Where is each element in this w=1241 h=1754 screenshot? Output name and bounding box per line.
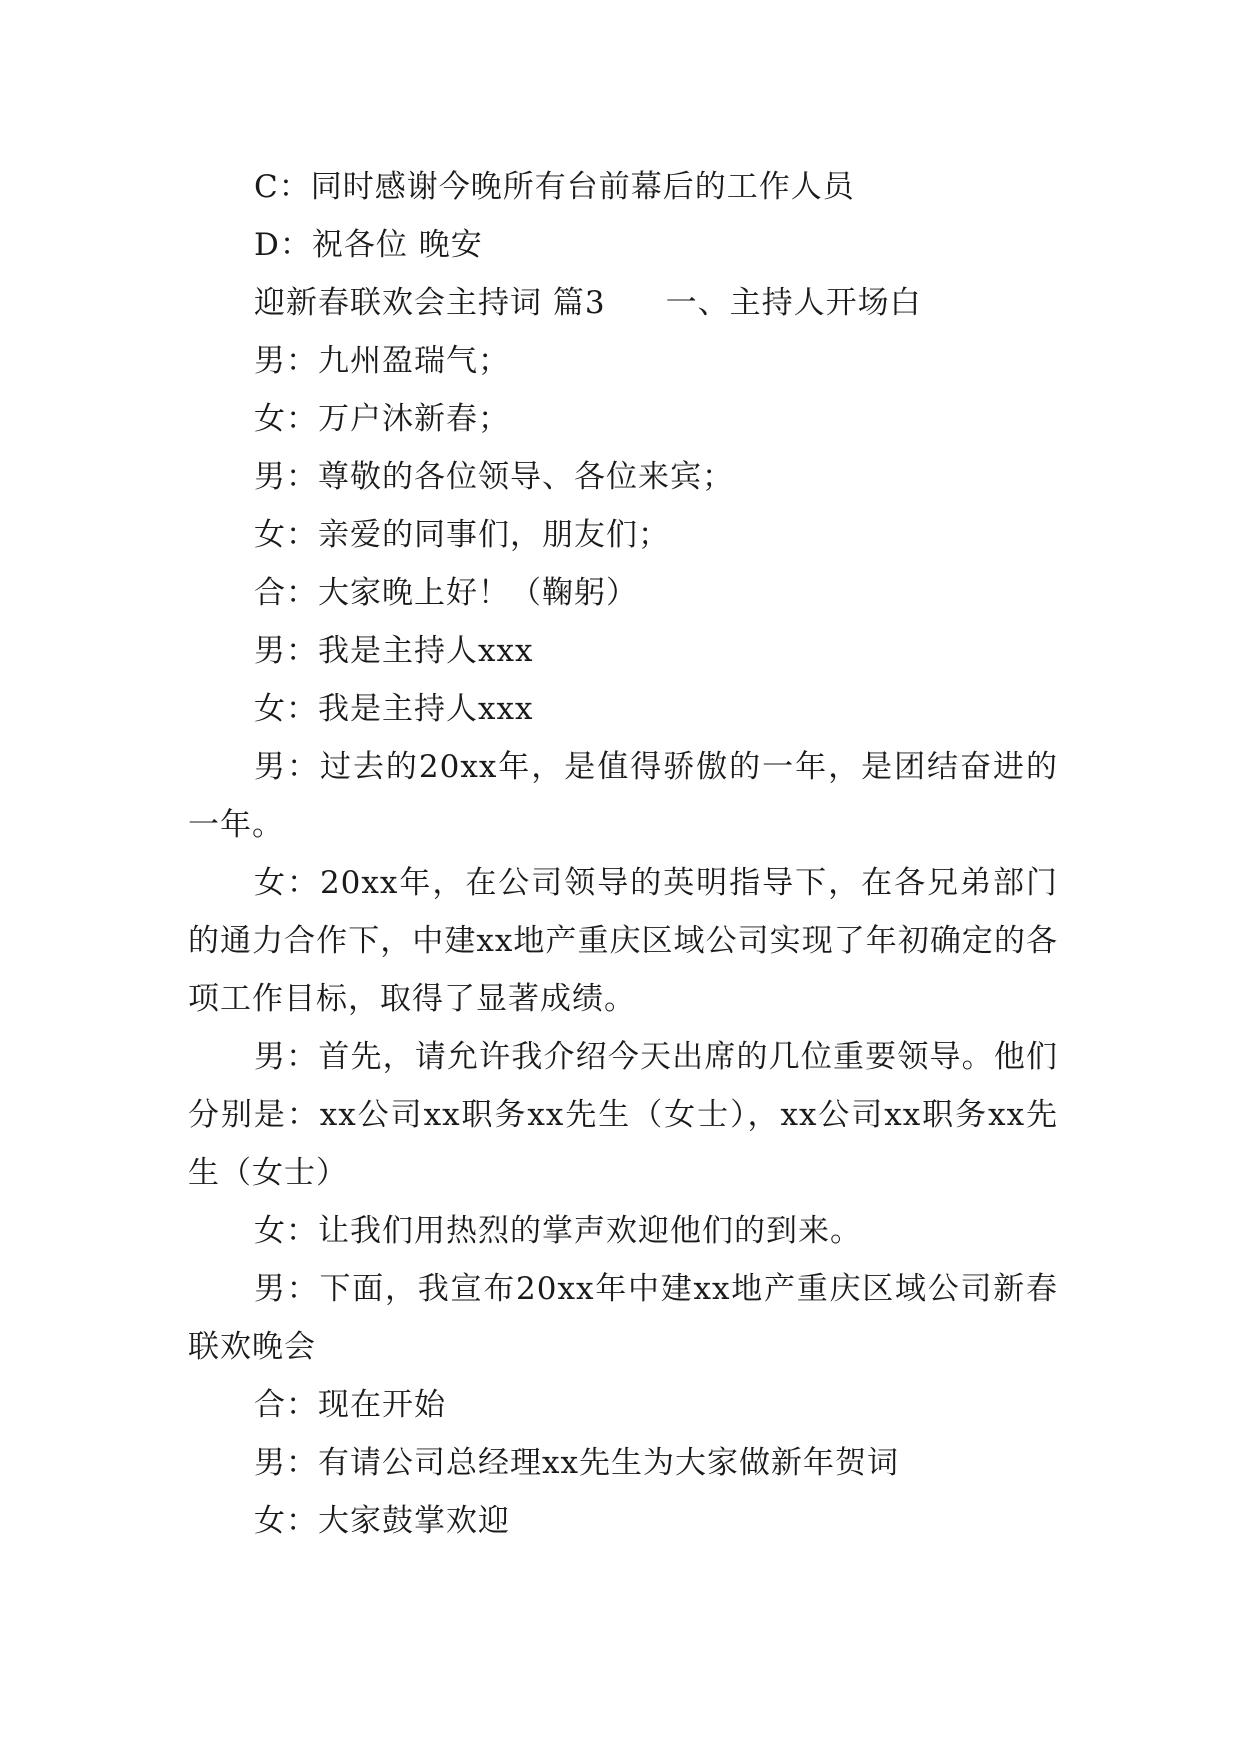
paragraph: 女：我是主持人xxx: [254, 691, 534, 727]
paragraph: 合：现在开始: [254, 1387, 446, 1423]
paragraph: C：同时感谢今晚所有台前幕后的工作人员: [254, 169, 855, 205]
paragraph: 女：亲爱的同事们，朋友们；: [254, 517, 670, 553]
paragraph: 男：首先，请允许我介绍今天出席的几位重要领导。他们分别是：xx公司xx职务xx先生（女士），xx公司xx职务xx先生（女士）: [188, 1039, 1058, 1191]
paragraph: 女：大家鼓掌欢迎: [254, 1503, 510, 1539]
document-body: [188, 158, 1058, 1550]
paragraph: 男：九州盈瑞气；: [254, 343, 510, 379]
paragraph: 男：我是主持人xxx: [254, 633, 534, 669]
paragraph: 男：有请公司总经理xx先生为大家做新年贺词: [254, 1445, 899, 1481]
paragraph: 女：让我们用热烈的掌声欢迎他们的到来。: [254, 1213, 862, 1249]
section-heading: [188, 274, 1058, 332]
paragraph: D：祝各位 晚安: [254, 227, 483, 263]
paragraph: 女：万户沐新春；: [254, 401, 510, 437]
paragraph: 男：过去的20xx年，是值得骄傲的一年，是团结奋进的一年。: [188, 749, 1058, 843]
section-title: 迎新春联欢会主持词 篇3: [254, 285, 606, 321]
paragraph: 男：下面，我宣布20xx年中建xx地产重庆区域公司新春联欢晚会: [188, 1271, 1058, 1365]
paragraph: 男：尊敬的各位领导、各位来宾；: [254, 459, 734, 495]
paragraph: 合：大家晚上好！（鞠躬）: [254, 575, 638, 611]
paragraph: 女：20xx年，在公司领导的英明指导下，在各兄弟部门的通力合作下，中建xx地产重庆区域公司实现了年初确定的各项工作目标，取得了显著成绩。: [188, 865, 1058, 1017]
section-subtitle: 一、主持人开场白: [665, 285, 922, 321]
